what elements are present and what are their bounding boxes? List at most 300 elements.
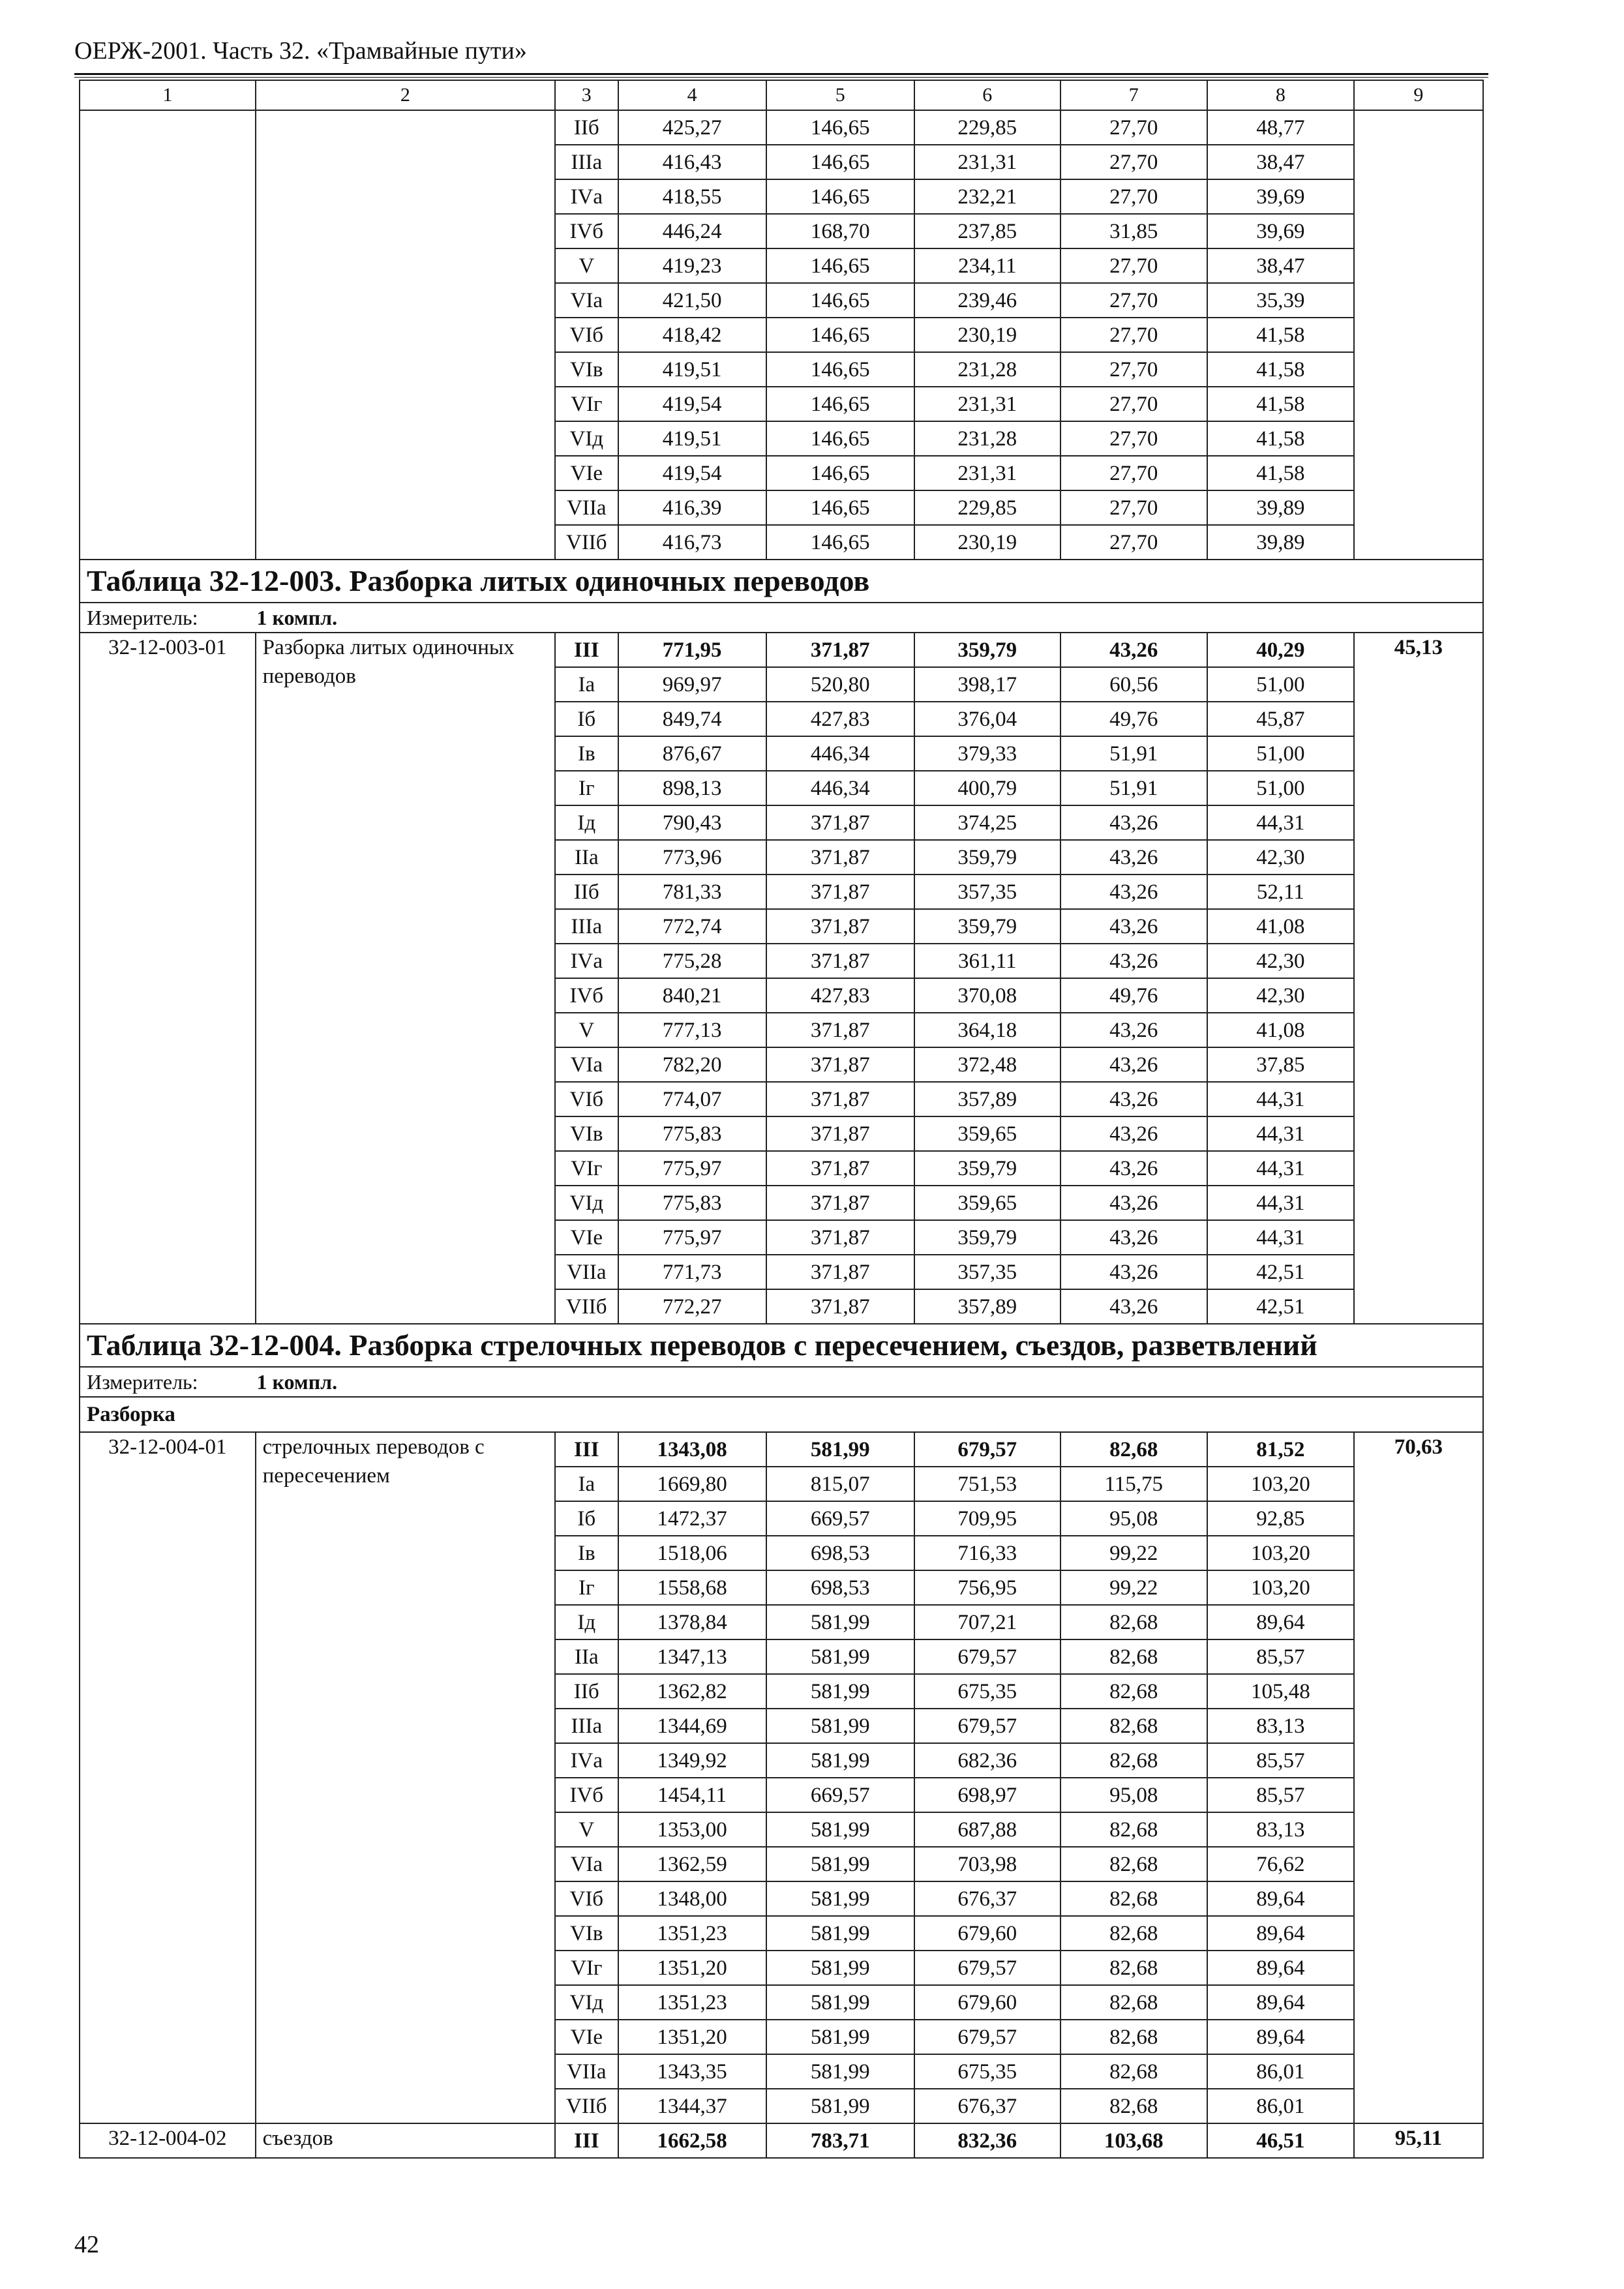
value-cell: 42,51	[1207, 1289, 1354, 1324]
column-number: 8	[1207, 80, 1354, 110]
value-cell: 676,37	[914, 1881, 1060, 1916]
col9-cell	[1354, 110, 1483, 560]
value-cell: 51,00	[1207, 667, 1354, 702]
value-cell: 1351,20	[618, 2020, 766, 2054]
value-cell: 95,08	[1060, 1778, 1207, 1812]
value-cell: 832,36	[914, 2123, 1060, 2158]
value-cell: 105,48	[1207, 1674, 1354, 1709]
value-cell: 1343,08	[618, 1432, 766, 1467]
value-cell: 1347,13	[618, 1639, 766, 1674]
zone-cell: IVа	[555, 179, 618, 214]
zone-cell: VIв	[555, 1916, 618, 1951]
value-cell: 239,46	[914, 283, 1060, 318]
value-cell: 89,64	[1207, 1881, 1354, 1916]
value-cell: 371,87	[766, 1151, 914, 1186]
value-cell: 43,26	[1060, 633, 1207, 667]
value-cell: 146,65	[766, 387, 914, 421]
value-cell: 44,31	[1207, 1151, 1354, 1186]
zone-cell: IIа	[555, 1639, 618, 1674]
value-cell: 42,51	[1207, 1255, 1354, 1289]
value-cell: 698,53	[766, 1536, 914, 1570]
value-cell: 371,87	[766, 633, 914, 667]
value-cell: 85,57	[1207, 1639, 1354, 1674]
value-cell: 82,68	[1060, 2089, 1207, 2123]
zone-cell: VIб	[555, 318, 618, 352]
value-cell: 39,89	[1207, 525, 1354, 560]
value-cell: 581,99	[766, 2089, 914, 2123]
value-cell: 146,65	[766, 179, 914, 214]
value-cell: 231,31	[914, 456, 1060, 490]
value-cell: 39,89	[1207, 490, 1354, 525]
value-cell: 89,64	[1207, 1985, 1354, 2020]
value-cell: 361,11	[914, 944, 1060, 978]
value-cell: 1353,00	[618, 1812, 766, 1847]
value-cell: 52,11	[1207, 875, 1354, 909]
table-title: Таблица 32-12-003. Разборка литых одиночных переводов	[80, 560, 1483, 603]
value-cell: 82,68	[1060, 2054, 1207, 2089]
code-cell: 32-12-003-01	[80, 633, 256, 1324]
rates-table	[79, 80, 1484, 2159]
value-cell: 775,28	[618, 944, 766, 978]
zone-cell: VIIб	[555, 525, 618, 560]
value-cell: 41,58	[1207, 387, 1354, 421]
value-cell: 43,26	[1060, 1116, 1207, 1151]
value-cell: 1518,06	[618, 1536, 766, 1570]
value-cell: 371,87	[766, 1289, 914, 1324]
value-cell: 48,77	[1207, 110, 1354, 145]
value-cell: 419,51	[618, 352, 766, 387]
value-cell: 43,26	[1060, 1151, 1207, 1186]
value-cell: 115,75	[1060, 1467, 1207, 1501]
value-cell: 425,27	[618, 110, 766, 145]
value-cell: 92,85	[1207, 1501, 1354, 1536]
value-cell: 44,31	[1207, 1186, 1354, 1220]
zone-cell: VIIа	[555, 2054, 618, 2089]
value-cell: 231,31	[914, 387, 1060, 421]
col9-cell: 70,63	[1354, 1432, 1483, 2123]
value-cell: 669,57	[766, 1778, 914, 1812]
value-cell: 27,70	[1060, 179, 1207, 214]
name-cell: съездов	[256, 2123, 555, 2158]
value-cell: 39,69	[1207, 214, 1354, 248]
value-cell: 379,33	[914, 736, 1060, 771]
value-cell: 41,08	[1207, 909, 1354, 944]
value-cell: 703,98	[914, 1847, 1060, 1881]
value-cell: 679,57	[914, 1709, 1060, 1743]
value-cell: 168,70	[766, 214, 914, 248]
value-cell: 398,17	[914, 667, 1060, 702]
value-cell: 83,13	[1207, 1812, 1354, 1847]
value-cell: 581,99	[766, 1881, 914, 1916]
page-number: 42	[74, 2231, 99, 2258]
value-cell: 103,20	[1207, 1536, 1354, 1570]
value-cell: 43,26	[1060, 1013, 1207, 1047]
value-cell: 43,26	[1060, 1186, 1207, 1220]
value-cell: 771,73	[618, 1255, 766, 1289]
value-cell: 85,57	[1207, 1743, 1354, 1778]
zone-cell: VIа	[555, 283, 618, 318]
value-cell: 43,26	[1060, 1255, 1207, 1289]
value-cell: 581,99	[766, 1674, 914, 1709]
value-cell: 27,70	[1060, 387, 1207, 421]
value-cell: 49,76	[1060, 978, 1207, 1013]
value-cell: 581,99	[766, 1639, 914, 1674]
value-cell: 775,97	[618, 1151, 766, 1186]
value-cell: 27,70	[1060, 283, 1207, 318]
table-title-row	[80, 1324, 1483, 1367]
value-cell: 1454,11	[618, 1778, 766, 1812]
value-cell: 357,35	[914, 875, 1060, 909]
value-cell: 99,22	[1060, 1536, 1207, 1570]
value-cell: 371,87	[766, 805, 914, 840]
value-cell: 359,79	[914, 909, 1060, 944]
value-cell: 1362,59	[618, 1847, 766, 1881]
value-cell: 82,68	[1060, 1881, 1207, 1916]
value-cell: 364,18	[914, 1013, 1060, 1047]
value-cell: 146,65	[766, 525, 914, 560]
table-title-row	[80, 560, 1483, 603]
value-cell: 85,57	[1207, 1778, 1354, 1812]
value-cell: 427,83	[766, 978, 914, 1013]
value-cell: 231,28	[914, 352, 1060, 387]
zone-cell: VIа	[555, 1047, 618, 1082]
value-cell: 416,39	[618, 490, 766, 525]
value-cell: 35,39	[1207, 283, 1354, 318]
value-cell: 777,13	[618, 1013, 766, 1047]
value-cell: 1344,37	[618, 2089, 766, 2123]
value-cell: 41,58	[1207, 318, 1354, 352]
value-cell: 82,68	[1060, 1709, 1207, 1743]
value-cell: 103,20	[1207, 1570, 1354, 1605]
value-cell: 790,43	[618, 805, 766, 840]
value-cell: 82,68	[1060, 1951, 1207, 1985]
zone-cell: Iд	[555, 1605, 618, 1639]
value-cell: 371,87	[766, 1116, 914, 1151]
meter-cell	[80, 1367, 1483, 1397]
zone-cell: V	[555, 1013, 618, 1047]
name-cell	[256, 110, 555, 560]
value-cell: 232,21	[914, 179, 1060, 214]
value-cell: 446,24	[618, 214, 766, 248]
zone-cell: Iа	[555, 667, 618, 702]
name-cell: стрелочных переводов с пересечением	[256, 1432, 555, 2123]
value-cell: 231,31	[914, 145, 1060, 179]
value-cell: 419,54	[618, 387, 766, 421]
value-cell: 359,79	[914, 1220, 1060, 1255]
value-cell: 234,11	[914, 248, 1060, 283]
value-cell: 418,55	[618, 179, 766, 214]
value-cell: 679,60	[914, 1916, 1060, 1951]
value-cell: 89,64	[1207, 1605, 1354, 1639]
value-cell: 357,35	[914, 1255, 1060, 1289]
value-cell: 1343,35	[618, 2054, 766, 2089]
value-cell: 1362,82	[618, 1674, 766, 1709]
zone-cell: Iа	[555, 1467, 618, 1501]
value-cell: 27,70	[1060, 145, 1207, 179]
zone-cell: IVа	[555, 1743, 618, 1778]
value-cell: 89,64	[1207, 1951, 1354, 1985]
value-cell: 774,07	[618, 1082, 766, 1116]
value-cell: 230,19	[914, 525, 1060, 560]
value-cell: 99,22	[1060, 1570, 1207, 1605]
table-row	[80, 633, 1483, 667]
value-cell: 43,26	[1060, 1082, 1207, 1116]
value-cell: 146,65	[766, 318, 914, 352]
value-cell: 418,42	[618, 318, 766, 352]
value-cell: 1351,20	[618, 1951, 766, 1985]
value-cell: 371,87	[766, 1220, 914, 1255]
value-cell: 1348,00	[618, 1881, 766, 1916]
value-cell: 51,00	[1207, 736, 1354, 771]
value-cell: 773,96	[618, 840, 766, 875]
value-cell: 372,48	[914, 1047, 1060, 1082]
col9-cell: 95,11	[1354, 2123, 1483, 2158]
value-cell: 43,26	[1060, 909, 1207, 944]
value-cell: 679,57	[914, 2020, 1060, 2054]
table-title: Таблица 32-12-004. Разборка стрелочных переводов с пересечением, съездов, разветвлений	[80, 1324, 1483, 1367]
value-cell: 146,65	[766, 456, 914, 490]
value-cell: 82,68	[1060, 1743, 1207, 1778]
header-rule-thin	[74, 77, 1488, 78]
value-cell: 83,13	[1207, 1709, 1354, 1743]
value-cell: 698,53	[766, 1570, 914, 1605]
value-cell: 783,71	[766, 2123, 914, 2158]
column-number: 6	[914, 80, 1060, 110]
value-cell: 45,87	[1207, 702, 1354, 736]
value-cell: 31,85	[1060, 214, 1207, 248]
value-cell: 371,87	[766, 840, 914, 875]
table-row	[80, 110, 1483, 145]
zone-cell: IIIа	[555, 909, 618, 944]
value-cell: 146,65	[766, 352, 914, 387]
zone-cell: VIе	[555, 456, 618, 490]
value-cell: 82,68	[1060, 2020, 1207, 2054]
zone-cell: VIб	[555, 1082, 618, 1116]
value-cell: 41,58	[1207, 456, 1354, 490]
value-cell: 51,91	[1060, 771, 1207, 805]
code-cell: 32-12-004-01	[80, 1432, 256, 2123]
value-cell: 371,87	[766, 1082, 914, 1116]
zone-cell: VIIа	[555, 490, 618, 525]
value-cell: 40,29	[1207, 633, 1354, 667]
value-cell: 86,01	[1207, 2089, 1354, 2123]
zone-cell: Iв	[555, 1536, 618, 1570]
value-cell: 581,99	[766, 1985, 914, 2020]
value-cell: 146,65	[766, 283, 914, 318]
value-cell: 1669,80	[618, 1467, 766, 1501]
value-cell: 89,64	[1207, 2020, 1354, 2054]
zone-cell: V	[555, 248, 618, 283]
value-cell: 89,64	[1207, 1916, 1354, 1951]
running-header: ОЕРЖ-2001. Часть 32. «Трамвайные пути»	[74, 37, 527, 65]
zone-cell: IIб	[555, 875, 618, 909]
value-cell: 772,27	[618, 1289, 766, 1324]
value-cell: 679,57	[914, 1639, 1060, 1674]
value-cell: 581,99	[766, 1847, 914, 1881]
value-cell: 371,87	[766, 1255, 914, 1289]
value-cell: 1472,37	[618, 1501, 766, 1536]
value-cell: 675,35	[914, 2054, 1060, 2089]
value-cell: 39,69	[1207, 179, 1354, 214]
zone-cell: VIб	[555, 1881, 618, 1916]
meter-label: Измеритель:	[87, 606, 198, 629]
value-cell: 581,99	[766, 1743, 914, 1778]
value-cell: 359,79	[914, 633, 1060, 667]
value-cell: 1558,68	[618, 1570, 766, 1605]
value-cell: 849,74	[618, 702, 766, 736]
value-cell: 1349,92	[618, 1743, 766, 1778]
value-cell: 370,08	[914, 978, 1060, 1013]
value-cell: 82,68	[1060, 1639, 1207, 1674]
value-cell: 416,43	[618, 145, 766, 179]
value-cell: 146,65	[766, 145, 914, 179]
zone-cell: IVб	[555, 214, 618, 248]
column-number: 1	[80, 80, 256, 110]
value-cell: 237,85	[914, 214, 1060, 248]
value-cell: 359,65	[914, 1116, 1060, 1151]
value-cell: 1344,69	[618, 1709, 766, 1743]
value-cell: 146,65	[766, 248, 914, 283]
value-cell: 687,88	[914, 1812, 1060, 1847]
value-cell: 775,97	[618, 1220, 766, 1255]
value-cell: 51,00	[1207, 771, 1354, 805]
header-rule	[74, 73, 1488, 75]
value-cell: 446,34	[766, 771, 914, 805]
value-cell: 359,79	[914, 840, 1060, 875]
value-cell: 76,62	[1207, 1847, 1354, 1881]
zone-cell: VIв	[555, 1116, 618, 1151]
value-cell: 1351,23	[618, 1916, 766, 1951]
col9-cell: 45,13	[1354, 633, 1483, 1324]
value-cell: 969,97	[618, 667, 766, 702]
zone-cell: VIд	[555, 1985, 618, 2020]
zone-cell: VIе	[555, 1220, 618, 1255]
value-cell: 43,26	[1060, 875, 1207, 909]
value-cell: 419,23	[618, 248, 766, 283]
value-cell: 86,01	[1207, 2054, 1354, 2089]
zone-cell: VIа	[555, 1847, 618, 1881]
meter-cell	[80, 603, 1483, 633]
value-cell: 898,13	[618, 771, 766, 805]
value-cell: 775,83	[618, 1116, 766, 1151]
zone-cell: VIд	[555, 1186, 618, 1220]
value-cell: 371,87	[766, 875, 914, 909]
zone-cell: VIIб	[555, 2089, 618, 2123]
value-cell: 103,68	[1060, 2123, 1207, 2158]
value-cell: 427,83	[766, 702, 914, 736]
value-cell: 371,87	[766, 1047, 914, 1082]
value-cell: 676,37	[914, 2089, 1060, 2123]
value-cell: 669,57	[766, 1501, 914, 1536]
code-cell: 32-12-004-02	[80, 2123, 256, 2158]
value-cell: 775,83	[618, 1186, 766, 1220]
meter-label: Измеритель:	[87, 1370, 198, 1394]
zone-cell: Iб	[555, 1501, 618, 1536]
value-cell: 400,79	[914, 771, 1060, 805]
code-cell	[80, 110, 256, 560]
value-cell: 876,67	[618, 736, 766, 771]
value-cell: 43,26	[1060, 840, 1207, 875]
value-cell: 27,70	[1060, 352, 1207, 387]
value-cell: 82,68	[1060, 1432, 1207, 1467]
value-cell: 41,58	[1207, 352, 1354, 387]
value-cell: 82,68	[1060, 1916, 1207, 1951]
value-cell: 231,28	[914, 421, 1060, 456]
value-cell: 146,65	[766, 110, 914, 145]
value-cell: 371,87	[766, 909, 914, 944]
zone-cell: VIг	[555, 1151, 618, 1186]
value-cell: 446,34	[766, 736, 914, 771]
value-cell: 44,31	[1207, 1220, 1354, 1255]
value-cell: 146,65	[766, 490, 914, 525]
value-cell: 27,70	[1060, 248, 1207, 283]
value-cell: 82,68	[1060, 1812, 1207, 1847]
zone-cell: III	[555, 2123, 618, 2158]
value-cell: 371,87	[766, 1186, 914, 1220]
value-cell: 682,36	[914, 1743, 1060, 1778]
value-cell: 49,76	[1060, 702, 1207, 736]
value-cell: 698,97	[914, 1778, 1060, 1812]
value-cell: 27,70	[1060, 490, 1207, 525]
value-cell: 419,51	[618, 421, 766, 456]
value-cell: 81,52	[1207, 1432, 1354, 1467]
value-cell: 27,70	[1060, 318, 1207, 352]
zone-cell: VIIа	[555, 1255, 618, 1289]
value-cell: 42,30	[1207, 944, 1354, 978]
value-cell: 27,70	[1060, 110, 1207, 145]
table-row	[80, 2123, 1483, 2158]
zone-cell: VIв	[555, 352, 618, 387]
value-cell: 82,68	[1060, 1985, 1207, 2020]
value-cell: 229,85	[914, 110, 1060, 145]
subheading: Разборка	[80, 1397, 1483, 1432]
value-cell: 709,95	[914, 1501, 1060, 1536]
zone-cell: V	[555, 1812, 618, 1847]
value-cell: 41,58	[1207, 421, 1354, 456]
zone-cell: VIд	[555, 421, 618, 456]
zone-cell: Iб	[555, 702, 618, 736]
value-cell: 679,57	[914, 1951, 1060, 1985]
table-row	[80, 1432, 1483, 1467]
value-cell: 581,99	[766, 1709, 914, 1743]
value-cell: 421,50	[618, 283, 766, 318]
value-cell: 44,31	[1207, 805, 1354, 840]
value-cell: 840,21	[618, 978, 766, 1013]
value-cell: 229,85	[914, 490, 1060, 525]
value-cell: 716,33	[914, 1536, 1060, 1570]
zone-cell: IIб	[555, 110, 618, 145]
value-cell: 359,65	[914, 1186, 1060, 1220]
subheading-row	[80, 1397, 1483, 1432]
value-cell: 43,26	[1060, 944, 1207, 978]
value-cell: 230,19	[914, 318, 1060, 352]
value-cell: 95,08	[1060, 1501, 1207, 1536]
zone-cell: VIг	[555, 387, 618, 421]
value-cell: 376,04	[914, 702, 1060, 736]
value-cell: 37,85	[1207, 1047, 1354, 1082]
value-cell: 815,07	[766, 1467, 914, 1501]
value-cell: 581,99	[766, 1812, 914, 1847]
zone-cell: IVб	[555, 1778, 618, 1812]
meter-row	[80, 603, 1483, 633]
value-cell: 82,68	[1060, 1674, 1207, 1709]
value-cell: 1662,58	[618, 2123, 766, 2158]
value-cell: 41,08	[1207, 1013, 1354, 1047]
value-cell: 38,47	[1207, 145, 1354, 179]
value-cell: 675,35	[914, 1674, 1060, 1709]
zone-cell: Iг	[555, 1570, 618, 1605]
value-cell: 581,99	[766, 1605, 914, 1639]
